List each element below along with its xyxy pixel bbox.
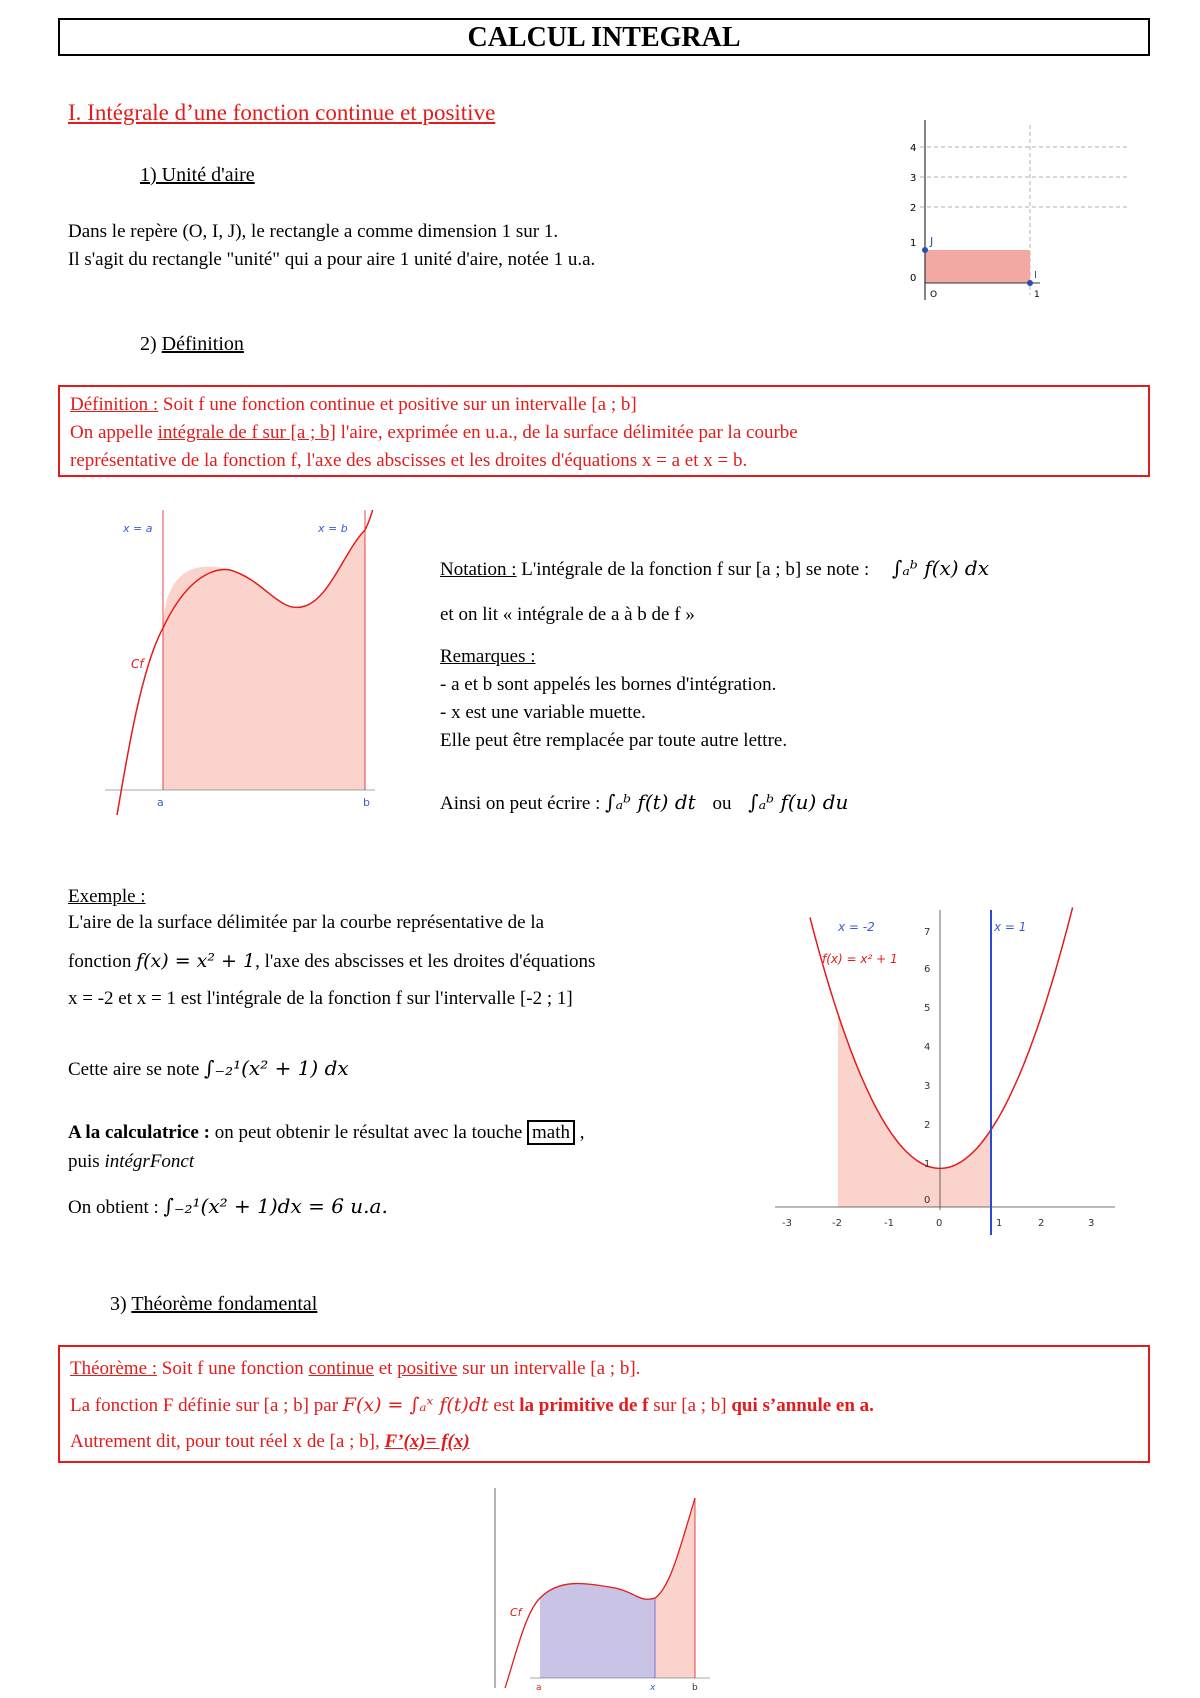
xtick: -1 [884, 1218, 894, 1229]
remark-4-or: ou [712, 793, 732, 814]
subsection-theorem [110, 1293, 317, 1316]
ytick: 7 [924, 927, 931, 938]
ytick: 3 [924, 1081, 931, 1092]
remark-4-text: Ainsi on peut écrire : [440, 793, 606, 814]
calculator-label: A la calculatrice : [68, 1122, 210, 1143]
example-line-1: L'aire de la surface délimitée par la courbe représentative de la [68, 912, 545, 933]
label-x-equals-minus-2: x = -2 [838, 920, 875, 934]
primitive-figure [490, 1488, 740, 1693]
theorem-line-1e: sur un intervalle [a ; b]. [457, 1358, 641, 1379]
theorem-line-1a: Soit f une fonction [157, 1358, 309, 1379]
area-a-to-x [540, 1584, 655, 1678]
label-one: 1 [1034, 290, 1040, 300]
notation-label: Notation : [440, 559, 517, 580]
remark-1: - a et b sont appelés les bornes d'intégration. [440, 674, 777, 695]
example-line-4a: Cette aire se note [68, 1059, 205, 1080]
label-a: a [157, 796, 164, 809]
example-line-2 [68, 950, 595, 973]
area-under-curve [163, 530, 365, 790]
ytick: 3 [910, 173, 917, 184]
label-fx: f(x) = x² + 1 [822, 952, 898, 966]
label-x-equals-b: x = b [318, 522, 348, 535]
unit-square-figure [890, 115, 1130, 305]
label-j: J [930, 235, 934, 248]
theorem-line-2b: est [488, 1395, 520, 1416]
calculator-text: on peut obtenir le résultat avec la touche [209, 1122, 528, 1143]
example-function: f(x) = x² + 1 [136, 950, 256, 972]
theorem-annule: qui s’annule en a. [731, 1395, 874, 1416]
unit-text-2: Il s'agit du rectangle "unité" qui a pour aire 1 unité d'aire, notée 1 u.a. [68, 249, 596, 270]
result-formula: ∫₋₂¹(x² + 1)dx = 6 u.a. [163, 1194, 388, 1218]
xtick: -3 [782, 1218, 792, 1229]
subsection-unite [140, 164, 255, 187]
definition-line-2c: l'aire, exprimée en u.a., de la surface délimitée par la courbe [335, 422, 798, 443]
theorem-derivative: F’(x)= f(x) [384, 1431, 470, 1452]
calculator-line-2a: puis [68, 1151, 105, 1172]
theorem-formula: F(x) = ∫ₐˣ f(t)dt [342, 1394, 489, 1416]
theorem-line-2a: La fonction F définie sur [a ; b] par [70, 1395, 343, 1416]
ytick: 4 [910, 143, 917, 154]
result-line [68, 1194, 388, 1219]
definition-line-3: représentative de la fonction f, l'axe des abscisses et les droites d'équations x = a et x = b. [70, 450, 748, 471]
notation-read: et on lit « intégrale de a à b de f » [440, 604, 695, 625]
ytick: 0 [910, 273, 917, 284]
result-text: On obtient : [68, 1197, 164, 1218]
label-o: O [930, 290, 938, 300]
theorem-line-1c: et [373, 1358, 398, 1379]
definition-line-2b: intégrale de f sur [a ; b] [157, 422, 336, 443]
subsection-definition-number: 2) [140, 333, 162, 355]
theorem-line-2d: sur [a ; b] [648, 1395, 732, 1416]
ytick: 2 [924, 1120, 931, 1131]
section-title: I. Intégrale d’une fonction continue et positive [68, 100, 496, 125]
ytick: 5 [924, 1003, 931, 1014]
ytick: 2 [910, 203, 917, 214]
remark-4-formula-1: ∫ₐᵇ f(t) dt [605, 790, 696, 814]
theorem-box [58, 1345, 1150, 1463]
definition-box [58, 385, 1150, 477]
theorem-continue: continue [308, 1358, 374, 1379]
xtick: 1 [996, 1218, 1003, 1229]
example-line-4 [68, 1056, 349, 1081]
xtick: 2 [1038, 1218, 1045, 1229]
ytick: 1 [924, 1159, 931, 1170]
unit-text-1: Dans le repère (O, I, J), le rectangle a comme dimension 1 sur 1. [68, 221, 559, 242]
ytick: 4 [924, 1042, 931, 1053]
remarks-label: Remarques : [440, 646, 536, 667]
ytick: 6 [924, 964, 931, 975]
notation-formula: ∫ₐᵇ f(x) dx [891, 556, 989, 580]
unit-rectangle [925, 250, 1030, 283]
remark-4-formula-2: ∫ₐᵇ f(u) du [748, 790, 849, 814]
ytick: 0 [924, 1195, 931, 1206]
notation-line [440, 556, 989, 581]
label-cf: Cf [510, 1606, 522, 1619]
math-key: math [527, 1120, 575, 1145]
definition-label: Définition : [70, 394, 159, 415]
page-title: CALCUL INTEGRAL [58, 18, 1150, 56]
example-line-2b: , l'axe des abscisses et les droites d'équations [255, 951, 596, 972]
remark-3: Elle peut être remplacée par toute autre lettre. [440, 730, 788, 751]
theorem-positive: positive [397, 1358, 458, 1379]
notation-text: L'intégrale de la fonction f sur [a ; b] se note : [516, 559, 870, 580]
calculator-function-name: intégrFonct [104, 1151, 195, 1172]
label-b: b [692, 1683, 698, 1693]
calculator-line [68, 1122, 585, 1144]
subsection-theorem-label: Théorème fondamental [131, 1293, 318, 1315]
label-cf: Cf [131, 657, 144, 671]
remark-4 [440, 790, 848, 815]
example-label: Exemple : [68, 886, 146, 907]
xtick: 3 [1088, 1218, 1095, 1229]
label-x: x [650, 1683, 656, 1693]
subsection-definition [140, 333, 244, 356]
parabola-area [838, 1014, 991, 1207]
xtick: 0 [936, 1218, 943, 1229]
example-integral: ∫₋₂¹(x² + 1) dx [204, 1056, 349, 1080]
theorem-primitive: la primitive de f [519, 1395, 649, 1416]
theorem-label: Théorème : [70, 1358, 158, 1379]
definition-line-1: Soit f une fonction continue et positive sur un intervalle [a ; b] [158, 394, 637, 415]
ytick: 1 [910, 238, 917, 249]
remark-2: - x est une variable muette. [440, 702, 646, 723]
label-a: a [536, 1683, 542, 1693]
definition-line-2a: On appelle [70, 422, 158, 443]
theorem-line-3a: Autrement dit, pour tout réel x de [a ; b], [70, 1431, 385, 1452]
integral-area-figure [105, 510, 385, 820]
area-x-to-b [655, 1498, 695, 1678]
label-b: b [363, 796, 370, 809]
subsection-unite-label: 1) Unité d'aire [140, 164, 255, 186]
calculator-line-2 [68, 1151, 194, 1173]
calculator-after: , [575, 1122, 585, 1143]
example-line-3: x = -2 et x = 1 est l'intégrale de la fonction f sur l'intervalle [-2 ; 1] [68, 988, 573, 1009]
subsection-theorem-number: 3) [110, 1293, 132, 1315]
label-x-equals-1: x = 1 [994, 920, 1027, 934]
subsection-definition-label: Définition [161, 333, 244, 355]
example-line-2a: fonction [68, 951, 137, 972]
label-x-equals-a: x = a [123, 522, 153, 535]
label-i: I [1034, 270, 1037, 281]
xtick: -2 [832, 1218, 842, 1229]
parabola-figure [770, 905, 1120, 1240]
